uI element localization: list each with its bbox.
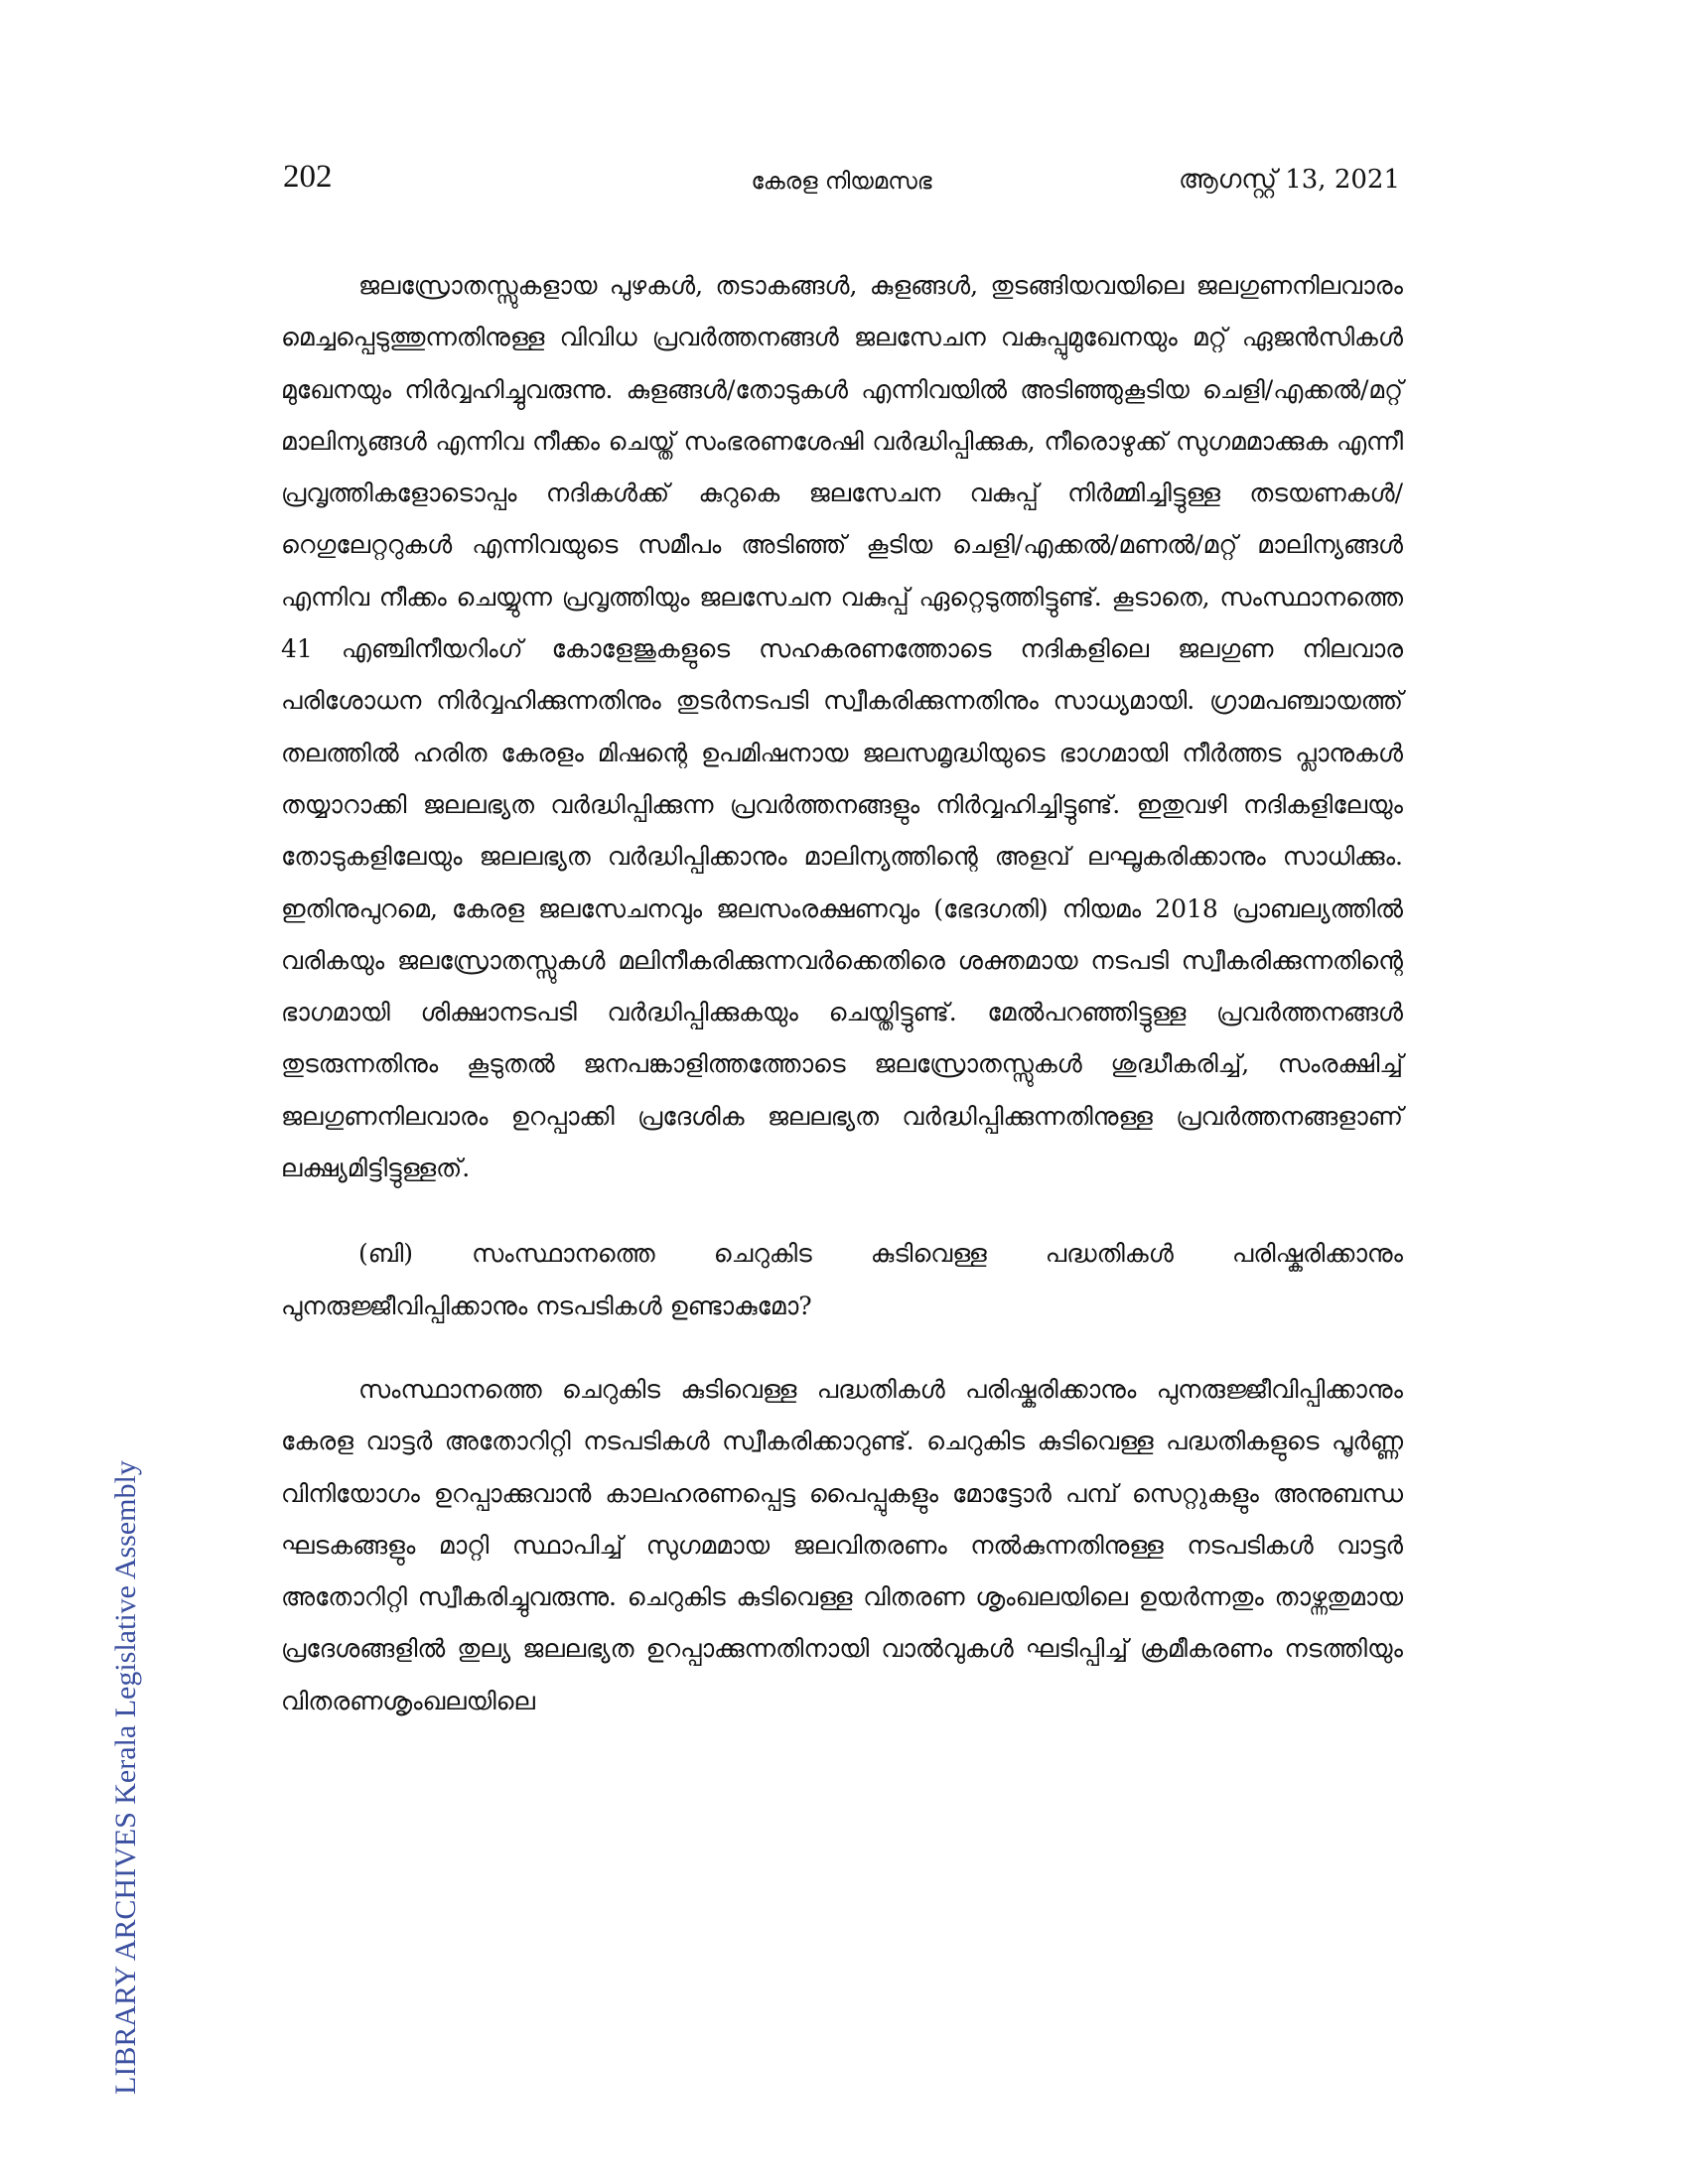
page-header bbox=[283, 159, 1400, 208]
question-paragraph: (ബി) സംസ്ഥാനത്തെ ചെറുകിട കുടിവെള്ള പദ്ധതികൾ പരിഷ്കരിക്കാനും പുനരുജ്ജീവിപ്പിക്കാനും നടപടികൾ ഉണ്ടാകുമോ? bbox=[281, 1239, 1403, 1320]
house-title: കേരള നിയമസഭ bbox=[751, 169, 932, 195]
page-number: 202 bbox=[283, 159, 333, 195]
session-date: ആഗസ്റ്റ് 13, 2021 bbox=[1179, 165, 1400, 195]
answer-body bbox=[281, 260, 1403, 1727]
answer-paragraph: സംസ്ഥാനത്തെ ചെറുകിട കുടിവെള്ള പദ്ധതികൾ പരിഷ്കരിക്കാനും പുനരുജ്ജീവിപ്പിക്കാനും കേരള വാട്ടർ അതോറിറ്റി നടപടികൾ സ്വീകരിക്കാറുണ്ട്. ചെറുകിട കുടിവെള്ള പദ്ധതികളുടെ പൂർണ്ണ വിനിയോഗം ഉറപ്പാക്കുവാൻ കാലഹരണപ്പെട്ട പൈപ്പുകളും മോട്ടോർ പമ്പ് സെറ്റുകളും അനുബന്ധ ഘടകങ്ങളും മാറ്റി സ്ഥാപിച്ച് സുഗമമായ ജലവിതരണം നൽകുന്നതിനുള്ള നടപടികൾ വാട്ടർ അതോറിറ്റി സ്വീകരിച്ചുവരുന്നു. ചെറുകിട കുടിവെള്ള വിതരണ ശൃംഖലയിലെ ഉയർന്നതും താഴ്ന്നതുമായ പ്രദേശങ്ങളിൽ തുല്യ ജലലഭ്യത ഉറപ്പാക്കുന്നതിനായി വാൽവുകൾ ഘടിപ്പിച്ച് ക്രമീകരണം നടത്തിയും വിതരണശൃംഖലയിലെ bbox=[281, 1374, 1403, 1715]
archive-watermark: LIBRARY ARCHIVES Kerala Legislative Assembly bbox=[109, 1460, 142, 2095]
answer-paragraph: ജലസ്രോതസ്സുകളായ പുഴകൾ, തടാകങ്ങൾ, കുളങ്ങൾ, തുടങ്ങിയവയിലെ ജലഗുണനിലവാരം മെച്ചപ്പെടുത്തുന്നതിനുള്ള വിവിധ പ്രവർത്തനങ്ങൾ ജലസേചന വകുപ്പുമുഖേനയും മറ്റ് ഏജൻസികൾ മുഖേനയും നിർവ്വഹിച്ചുവരുന്നു. കുളങ്ങൾ/തോടുകൾ എന്നിവയിൽ അടിഞ്ഞുകൂടിയ ചെളി/എക്കൽ/മറ്റ് മാലിന്യങ്ങൾ എന്നിവ നീക്കം ചെയ്ത് സംഭരണശേഷി വർദ്ധിപ്പിക്കുക, നീരൊഴുക്ക് സുഗമമാക്കുക എന്നീ പ്രവൃത്തികളോടൊപ്പം നദികൾക്ക് കുറുകെ ജലസേചന വകുപ്പ് നിർമ്മിച്ചിട്ടുള്ള തടയണകൾ/റെഗുലേറ്ററുകൾ എന്നിവയുടെ സമീപം അടിഞ്ഞ് കൂടിയ ചെളി/എക്കൽ/മണൽ/മറ്റ് മാലിന്യങ്ങൾ എന്നിവ നീക്കം ചെയ്യുന്ന പ്രവൃത്തിയും ജലസേചന വകുപ്പ് ഏറ്റെടുത്തിട്ടുണ്ട്. കൂടാതെ, സംസ്ഥാനത്തെ 41 എഞ്ചിനീയറിംഗ് കോളേജുകളുടെ സഹകരണത്തോടെ നദികളിലെ ജലഗുണ നിലവാര പരിശോധന നിർവ്വഹിക്കുന്നതിനും തുടർനടപടി സ്വീകരിക്കുന്നതിനും സാധ്യമായി. ഗ്രാമപഞ്ചായത്ത് തലത്തിൽ ഹരിത കേരളം മിഷന്റെ ഉപമിഷനായ ജലസമൃദ്ധിയുടെ ഭാഗമായി നീർത്തട പ്ലാനുകൾ തയ്യാറാക്കി ജലലഭ്യത വർദ്ധിപ്പിക്കുന്ന പ്രവർത്തനങ്ങളും നിർവ്വഹിച്ചിട്ടുണ്ട്. ഇതുവഴി നദികളിലേയും തോടുകളിലേയും ജലലഭ്യത വർദ്ധിപ്പിക്കാനും മാലിന്യത്തിന്റെ അളവ് ലഘൂകരിക്കാനും സാധിക്കും. ഇതിനുപുറമെ, കേരള ജലസേചനവും ജലസംരക്ഷണവും (ഭേദഗതി) നിയമം 2018 പ്രാബല്യത്തിൽ വരികയും ജലസ്രോതസ്സുകൾ മലിനീകരിക്കുന്നവർക്കെതിരെ ശക്തമായ നടപടി സ്വീകരിക്കുന്നതിന്റെ ഭാഗമായി ശിക്ഷാനടപടി വർദ്ധിപ്പിക്കുകയും ചെയ്തിട്ടുണ്ട്. മേൽപറഞ്ഞിട്ടുള്ള പ്രവർത്തനങ്ങൾ തുടരുന്നതിനും കൂടുതൽ ജനപങ്കാളിത്തത്തോടെ ജലസ്രോതസ്സുകൾ ശുദ്ധീകരിച്ച്, സംരക്ഷിച്ച് ജലഗുണനിലവാരം ഉറപ്പാക്കി പ്രദേശിക ജലലഭ്യത വർദ്ധിപ്പിക്കുന്നതിനുള്ള പ്രവർത്തനങ്ങളാണ് ലക്ഷ്യമിട്ടിട്ടുള്ളത്. bbox=[281, 271, 1403, 1183]
